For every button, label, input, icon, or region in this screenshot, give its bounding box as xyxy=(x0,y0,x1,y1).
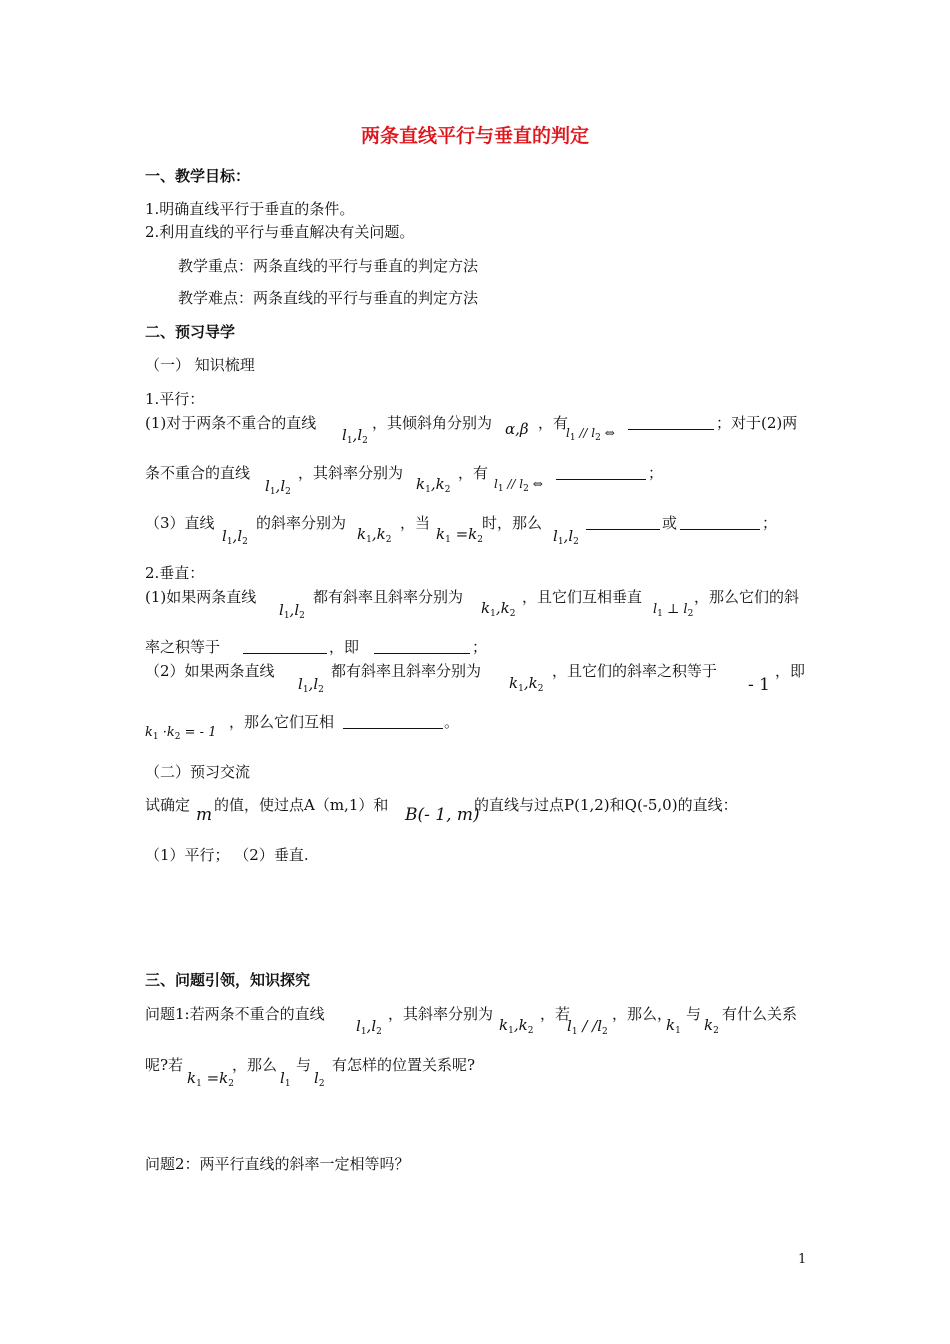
perp-text-1f: ，即 xyxy=(329,638,360,656)
question1-text-g: 呢?若 xyxy=(145,1056,184,1074)
question1-text-e: 与 xyxy=(686,1005,702,1023)
parallel-text-2a: 条不重合的直线 xyxy=(145,464,251,482)
lines-l1-l2: $l_1,l_2$ xyxy=(265,477,291,497)
lines-l1-l2: $l_1,l_2$ xyxy=(279,601,305,621)
section1-heading: 一、教学目标： xyxy=(145,167,251,185)
line-l1: $l_1$ xyxy=(280,1069,291,1089)
parallel-condition-slope: $l_1 // l_2$ ⇔ xyxy=(494,477,543,494)
perp-text-1d: ，那么它们的斜 xyxy=(694,588,800,606)
parallel-text-2d: ； xyxy=(648,464,664,482)
goal-item-1: 1.明确直线平行于垂直的条件。 xyxy=(145,200,355,218)
perp-condition: $l_1$ ⊥ $l_2$ xyxy=(653,602,694,619)
exercise-text-a: 试确定 xyxy=(145,796,191,814)
question1-text-i: 与 xyxy=(296,1056,312,1074)
answer-blank[interactable] xyxy=(374,639,470,654)
perp-text-2a: （2）如果两条直线 xyxy=(145,662,275,680)
slopes-k1-k2: $k_1,k_2$ xyxy=(509,674,544,694)
perp-text-1g: ； xyxy=(472,638,488,656)
perp-text-2c: ，且它们的斜率之积等于 xyxy=(552,662,718,680)
slopes-k1-k2: $k_1,k_2$ xyxy=(499,1016,534,1036)
exercise-parts: （1）平行； （2）垂直. xyxy=(145,846,309,864)
difficulty-point: 教学难点：两条直线的平行与垂直的判定方法 xyxy=(178,289,479,307)
section3-heading: 三、问题引领，知识探究 xyxy=(145,971,311,989)
slope-k1: $k_1$ xyxy=(666,1016,681,1036)
knowledge-subheading: （一） 知识梳理 xyxy=(145,356,255,374)
perp-text-2d: ，即 xyxy=(775,662,806,680)
parallel-text-1b: ，其倾斜角分别为 xyxy=(372,414,493,432)
parallel-or: 或 xyxy=(662,514,678,532)
perp-text-1b: 都有斜率且斜率分别为 xyxy=(313,588,464,606)
line-l2: $l_2$ xyxy=(314,1069,325,1089)
answer-blank[interactable] xyxy=(586,515,660,530)
answer-blank[interactable] xyxy=(343,714,443,729)
equal-slopes: $k_1 =k_2$ xyxy=(436,525,483,545)
slope-k2: $k_2$ xyxy=(704,1016,719,1036)
perp-text-2e: ，那么它们互相 xyxy=(229,713,335,731)
variable-m: m xyxy=(196,805,213,825)
point-B: B(- 1, m) xyxy=(405,805,480,825)
question1-text-j: 有怎样的位置关系呢? xyxy=(332,1056,476,1074)
lines-l1-l2: $l_1,l_2$ xyxy=(342,426,368,446)
parallel-condition-angle: $l_1 // l_2$ ⇔ xyxy=(566,426,615,443)
perp-text-1c: ，且它们互相垂直 xyxy=(522,588,643,606)
question1-text-b: ，其斜率分别为 xyxy=(388,1005,494,1023)
parallel-text-1a: (1)对于两条不重合的直线 xyxy=(145,414,317,432)
exchange-subheading: （二）预习交流 xyxy=(145,763,251,781)
answer-blank[interactable] xyxy=(628,415,714,430)
question1-text-h: ，那么 xyxy=(232,1056,278,1074)
parallel-text-3a: （3）直线 xyxy=(145,514,215,532)
lines-l1-l2: $l_1,l_2$ xyxy=(222,527,248,547)
question1-text-a: 问题1:若两条不重合的直线 xyxy=(145,1005,325,1023)
perp-text-1e: 率之积等于 xyxy=(145,638,221,656)
answer-blank[interactable] xyxy=(243,639,327,654)
key-point: 教学重点：两条直线的平行与垂直的判定方法 xyxy=(178,257,479,275)
product-equation: $k_1 \cdot k_2$ = - 1 xyxy=(145,725,217,742)
perp-text-1a: (1)如果两条直线 xyxy=(145,588,257,606)
goal-item-2: 2.利用直线的平行与垂直解决有关问题。 xyxy=(145,223,415,241)
answer-blank[interactable] xyxy=(680,515,760,530)
question1-text-d: ，那么， xyxy=(612,1005,673,1023)
equal-slopes: $k_1 =k_2$ xyxy=(187,1069,234,1089)
page-number: 1 xyxy=(798,1252,807,1267)
angles-alpha-beta: α,β xyxy=(505,420,529,438)
parallel-text-2b: ，其斜率分别为 xyxy=(298,464,404,482)
lines-l1-l2: $l_1,l_2$ xyxy=(553,527,579,547)
perp-label: 2.垂直： xyxy=(145,564,205,582)
parallel-text-2c: ，有 xyxy=(458,464,489,482)
parallel-text-3end: ； xyxy=(762,514,778,532)
slopes-k1-k2: $k_1,k_2$ xyxy=(357,525,392,545)
question2: 问题2：两平行直线的斜率一定相等吗？ xyxy=(145,1155,410,1173)
parallel-text-3b: 的斜率分别为 xyxy=(256,514,347,532)
slopes-k1-k2: $k_1,k_2$ xyxy=(481,599,516,619)
parallel-text-1d: ；对于(2)两 xyxy=(716,414,798,432)
section2-heading: 二、预习导学 xyxy=(145,323,236,341)
perp-text-2b: 都有斜率且斜率分别为 xyxy=(331,662,482,680)
answer-blank[interactable] xyxy=(556,465,646,480)
page-title: 两条直线平行与垂直的判定 xyxy=(360,125,589,147)
parallel-text-1c: ，有 xyxy=(538,414,569,432)
lines-l1-l2: $l_1,l_2$ xyxy=(356,1017,382,1037)
lines-l1-l2: $l_1,l_2$ xyxy=(298,675,324,695)
parallel-text-3d: 时，那么 xyxy=(482,514,543,532)
exercise-text-b: 的值，使过点A（m,1）和 xyxy=(214,796,389,814)
minus-one: - 1 xyxy=(748,675,770,695)
parallel-text-3c: ，当 xyxy=(400,514,431,532)
question1-text-c: ，若 xyxy=(540,1005,571,1023)
perp-text-2f: 。 xyxy=(444,713,460,731)
question1-text-f: 有什么关系 xyxy=(722,1005,798,1023)
exercise-text-c: 的直线与过点P(1,2)和Q(-5,0)的直线： xyxy=(474,796,738,814)
slopes-k1-k2: $k_1,k_2$ xyxy=(416,475,451,495)
parallel-notation: $l_1 / /l_2$ xyxy=(567,1017,608,1037)
parallel-label: 1.平行： xyxy=(145,390,205,408)
